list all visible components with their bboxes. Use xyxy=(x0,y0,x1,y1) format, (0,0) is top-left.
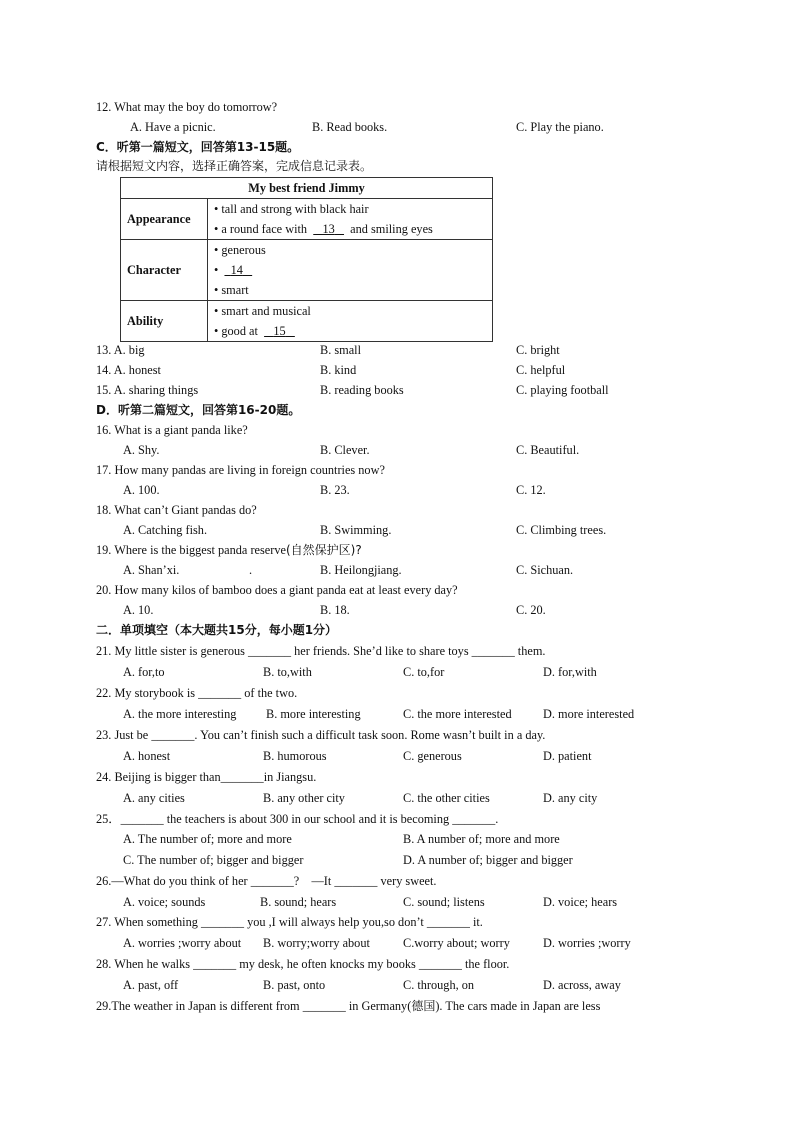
question-24: 24. Beijing is bigger than_______in Jiangsu. xyxy=(96,770,317,784)
table-label-appearance: Appearance xyxy=(121,199,208,240)
q16-option-b: B. Clever. xyxy=(320,443,370,457)
question-18: 18. What can’t Giant pandas do? xyxy=(96,503,257,517)
q15-option-c: C. playing football xyxy=(516,383,609,397)
q25-option-b: B. A number of; more and more xyxy=(403,832,560,846)
part-2-title: 二．单项填空（本大题共15分，每小题1分） xyxy=(96,623,338,637)
q26-option-d: D. voice; hears xyxy=(543,895,618,909)
q15-option-a: 15. A. sharing things xyxy=(96,383,199,397)
q13-option-a: 13. A. big xyxy=(96,343,145,357)
table-label-character: Character xyxy=(121,240,208,301)
q14-option-c: C. helpful xyxy=(516,363,566,377)
q16-option-a: A. Shy. xyxy=(123,443,160,457)
q23-option-b: B. humorous xyxy=(263,749,327,763)
q19-option-b: B. Heilongjiang. xyxy=(320,563,402,577)
q25-option-d: D. A number of; bigger and bigger xyxy=(403,853,573,867)
question-12: 12. What may the boy do tomorrow? xyxy=(96,100,278,114)
question-19: 19. Where is the biggest panda reserve(自然保护区)? xyxy=(96,543,362,557)
question-17: 17. How many pandas are living in foreign countries now? xyxy=(96,463,385,477)
q15-option-b: B. reading books xyxy=(320,383,404,397)
q12-option-b: B. Read books. xyxy=(312,120,388,134)
q21-option-a: A. for,to xyxy=(123,665,165,679)
q21-option-c: C. to,for xyxy=(403,665,445,679)
q17-option-c: C. 12. xyxy=(516,483,546,497)
question-21: 21. My little sister is generous _______ her friends. She’d like to share toys _______ them. xyxy=(96,644,546,658)
blank-14: 14 xyxy=(230,263,243,277)
q12-option-c: C. Play the piano. xyxy=(516,120,604,134)
table-label-ability: Ability xyxy=(121,301,208,342)
table-header: My best friend Jimmy xyxy=(121,178,493,199)
q28-option-b: B. past, onto xyxy=(263,978,326,992)
q13-option-b: B. small xyxy=(320,343,361,357)
question-25: 25．_______ the teachers is about 300 in our school and it is becoming _______. xyxy=(96,812,499,826)
section-d-title: D．听第二篇短文，回答第16-20题。 xyxy=(96,403,301,417)
table-cell-character xyxy=(208,240,493,301)
q17-option-a: A. 100. xyxy=(123,483,160,497)
q27-option-c: C.worry about; worry xyxy=(403,936,510,950)
q12-option-a: A. Have a picnic. xyxy=(130,120,216,134)
q28-option-c: C. through, on xyxy=(403,978,475,992)
q13-option-c: C. bright xyxy=(516,343,560,357)
q23-option-c: C. generous xyxy=(403,749,462,763)
q22-option-c: C. the more interested xyxy=(403,707,512,721)
list-item: • generous xyxy=(214,243,266,257)
question-23: 23. Just be _______. You can’t finish such a difficult task soon. Rome wasn’t built in a day. xyxy=(96,728,546,742)
blank-15: 15 xyxy=(273,324,286,338)
question-28: 28. When he walks _______ my desk, he often knocks my books _______ the floor. xyxy=(96,957,510,971)
q18-option-a: A. Catching fish. xyxy=(123,523,208,537)
table-cell-ability xyxy=(208,301,493,342)
list-item: • good at 15 xyxy=(214,321,486,341)
question-22: 22. My storybook is _______ of the two. xyxy=(96,686,298,700)
q18-option-c: C. Climbing trees. xyxy=(516,523,607,537)
q25-option-a: A. The number of; more and more xyxy=(123,832,292,846)
blank-13: 13 xyxy=(322,222,335,236)
q28-option-d: D. across, away xyxy=(543,978,621,992)
q19-option-a: A. Shan’xi. xyxy=(123,563,180,577)
info-record-table xyxy=(120,177,493,342)
q14-option-b: B. kind xyxy=(320,363,357,377)
question-26: 26.—What do you think of her _______? —It _______ very sweet. xyxy=(96,874,437,888)
q26-option-b: B. sound; hears xyxy=(260,895,337,909)
q26-option-a: A. voice; sounds xyxy=(123,895,206,909)
q16-option-c: C. Beautiful. xyxy=(516,443,580,457)
q19-option-c: C. Sichuan. xyxy=(516,563,574,577)
stray-dot: . xyxy=(249,563,253,577)
q27-option-b: B. worry;worry about xyxy=(263,936,370,950)
list-item: • 14 xyxy=(214,260,486,280)
question-29: 29.The weather in Japan is different from _______ in Germany(德国). The cars made in Japan are less xyxy=(96,999,601,1013)
q20-option-c: C. 20. xyxy=(516,603,546,617)
q23-option-d: D. patient xyxy=(543,749,592,763)
q17-option-b: B. 23. xyxy=(320,483,350,497)
question-20: 20. How many kilos of bamboo does a giant panda eat at least every day? xyxy=(96,583,458,597)
q27-option-a: A. worries ;worry about xyxy=(123,936,242,950)
list-item: • smart xyxy=(214,283,249,297)
q26-option-c: C. sound; listens xyxy=(403,895,485,909)
list-item: • tall and strong with black hair xyxy=(214,202,369,216)
q24-option-a: A. any cities xyxy=(123,791,185,805)
q22-option-a: A. the more interesting xyxy=(123,707,237,721)
table-cell-appearance xyxy=(208,199,493,240)
section-c-instruction: 请根据短文内容，选择正确答案，完成信息记录表。 xyxy=(96,159,373,173)
list-item: • smart and musical xyxy=(214,304,311,318)
q14-option-a: 14. A. honest xyxy=(96,363,161,377)
q20-option-b: B. 18. xyxy=(320,603,350,617)
q28-option-a: A. past, off xyxy=(123,978,179,992)
q27-option-d: D. worries ;worry xyxy=(543,936,631,950)
q22-option-d: D. more interested xyxy=(543,707,635,721)
q22-option-b: B. more interesting xyxy=(266,707,361,721)
q23-option-a: A. honest xyxy=(123,749,171,763)
q21-option-d: D. for,with xyxy=(543,665,597,679)
section-c-title: C．听第一篇短文，回答第13-15题。 xyxy=(96,140,300,154)
q25-option-c: C. The number of; bigger and bigger xyxy=(123,853,304,867)
list-item: • a round face with 13 and smiling eyes xyxy=(214,222,433,236)
question-27: 27. When something _______ you ,I will always help you,so don’t _______ it. xyxy=(96,915,483,929)
q18-option-b: B. Swimming. xyxy=(320,523,392,537)
q24-option-d: D. any city xyxy=(543,791,598,805)
q24-option-b: B. any other city xyxy=(263,791,345,805)
q24-option-c: C. the other cities xyxy=(403,791,490,805)
q20-option-a: A. 10. xyxy=(123,603,154,617)
q21-option-b: B. to,with xyxy=(263,665,312,679)
question-16: 16. What is a giant panda like? xyxy=(96,423,248,437)
